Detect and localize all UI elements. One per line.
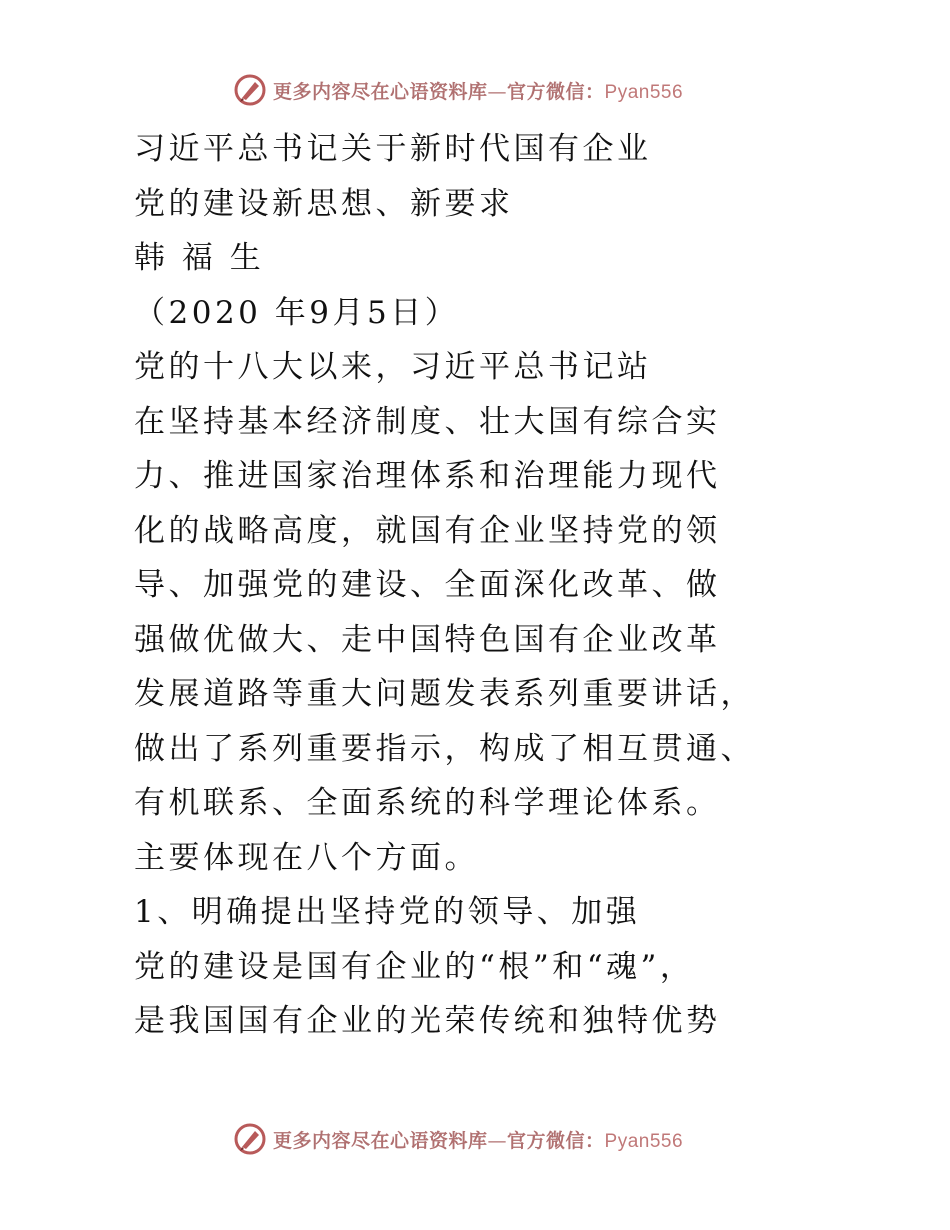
paragraph-line: 化的战略高度，就国有企业坚持党的领 xyxy=(134,512,721,549)
section-heading-line: 1、明确提出坚持党的领导、加强 xyxy=(134,894,641,930)
paragraph-line: 做出了系列重要指示，构成了相互贯通、 xyxy=(134,730,755,767)
watermark-text xyxy=(273,77,683,104)
paragraph-line: 导、加强党的建设、全面深化改革、做 xyxy=(134,567,721,603)
pen-logo-icon xyxy=(233,73,267,107)
paragraph-line: 力、推进国家治理体系和治理能力现代 xyxy=(134,458,721,494)
paragraph-line: 是我国国有企业的光荣传统和独特优势 xyxy=(134,1003,721,1039)
document-body xyxy=(134,122,755,1049)
paragraph-line: 党的十八大以来，习近平总书记站 xyxy=(134,349,652,385)
document-date: （2020 年9月5日） xyxy=(134,294,460,331)
paragraph-line: 主要体现在八个方面。 xyxy=(134,839,479,876)
document-title-line-1: 习近平总书记关于新时代国有企业 xyxy=(134,131,652,167)
watermark-separator: — xyxy=(487,80,508,103)
watermark-handle: Pyan556 xyxy=(604,81,684,103)
watermark-official-label: 官方微信： xyxy=(507,80,605,103)
watermark-separator: — xyxy=(487,1129,508,1152)
pen-logo-icon xyxy=(233,1122,267,1156)
paragraph-line: 发展道路等重大问题发表系列重要讲话， xyxy=(134,676,755,712)
footer-watermark xyxy=(233,1121,683,1157)
watermark-handle: Pyan556 xyxy=(604,1130,684,1152)
watermark-site-text: 更多内容尽在心语资料库 xyxy=(273,80,488,103)
paragraph-line: 党的建设是国有企业的“根”和“魂”， xyxy=(134,948,695,985)
document-title-line-2: 党的建设新思想、新要求 xyxy=(134,185,514,222)
paragraph-line: 有机联系、全面系统的科学理论体系。 xyxy=(134,785,721,821)
document-author: 韩 福 生 xyxy=(134,240,265,276)
watermark-official-label: 官方微信： xyxy=(507,1129,605,1152)
watermark-site-text: 更多内容尽在心语资料库 xyxy=(273,1129,488,1152)
header-watermark xyxy=(233,72,683,108)
paragraph-line: 在坚持基本经济制度、壮大国有综合实 xyxy=(134,403,721,440)
watermark-text xyxy=(273,1126,683,1153)
paragraph-line: 强做优做大、走中国特色国有企业改革 xyxy=(134,621,721,658)
